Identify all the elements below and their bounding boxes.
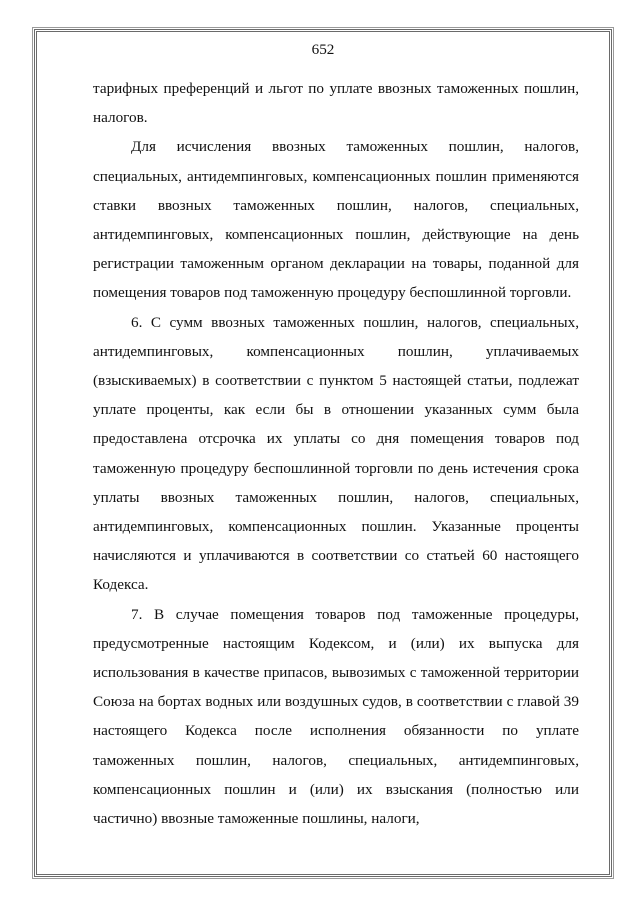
paragraph-3: 6. С сумм ввозных таможенных пошлин, налогов, специальных, антидемпинговых, компенсационных пошлин, уплачиваемых (взыскиваемых) в соответствии с пунктом 5 настоящей статьи, подлежат уплате проценты, как если бы в отношении указанных сумм была предоставлена отсрочка их уплаты со дня помещения товаров под таможенную процедуру беспошлинной торговли по день истечения срока уплаты ввозных таможенных пошлин, налогов, специальных, антидемпинговых, компенсационных пошлин. Указанные проценты начисляются и уплачиваются в соответствии со статьей 60 настоящего Кодекса.: [93, 313, 579, 594]
paragraph-1: тарифных преференций и льгот по уплате ввозных таможенных пошлин, налогов.: [93, 80, 579, 127]
page-frame: [34, 29, 612, 877]
page-number: 652: [311, 41, 335, 58]
document-body: [93, 74, 579, 833]
paragraph-4: 7. В случае помещения товаров под таможенные процедуры, предусмотренные настоящим Кодексом, и (или) их выпуска для использования в качестве припасов, вывозимых с таможенной территории Союза на бортах водных или воздушных судов, в соответствии с главой 39 настоящего Кодекса после исполнения обязанности по уплате таможенных пошлин, налогов, специальных, антидемпинговых, компенсационных пошлин и (или) их взыскания (полностью или частично) ввозные таможенные пошлины, налоги,: [93, 605, 579, 828]
paragraph-2: Для исчисления ввозных таможенных пошлин, налогов, специальных, антидемпинговых, компенсационных пошлин применяются ставки ввозных таможенных пошлин, налогов, специальных, антидемпинговых, компенсационных пошлин, действующие на день регистрации таможенным органом декларации на товары, поданной для помещения товаров под таможенную процедуру беспошлинной торговли.: [93, 138, 579, 302]
